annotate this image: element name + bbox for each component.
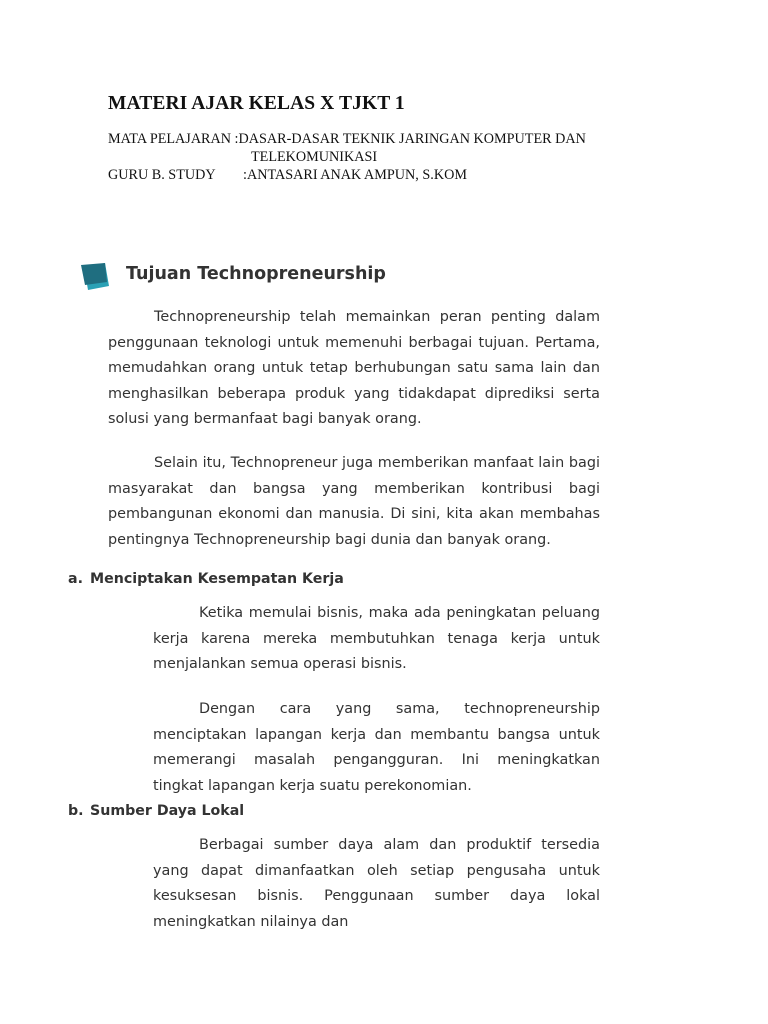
point-b-marker: b. [68,803,84,819]
point-b-heading [68,803,244,819]
teal-parallelogram-icon [80,263,112,291]
point-b-paragraph-1: Berbagai sumber daya alam dan produktif tersedia yang dapat dimanfaatkan oleh setiap pengusaha untuk kesuksesan bisnis. Penggunaan sumber daya lokal meningkatkan nilainya dan [153,837,600,930]
intro-paragraph-1: Technopreneurship telah memainkan peran penting dalam penggunaan teknologi untuk memenuhi berbagai tujuan. Pertama, memudahkan orang untuk tetap berhubungan satu sama lain dan menghasilkan beberapa produk yang tidakdapat diprediksi serta solusi yang bermanfaat bagi banyak orang. [108,309,600,427]
point-b-title: Sumber Daya Lokal [90,803,245,819]
teacher-line [108,167,467,183]
subject-label: MATA PELAJARAN : [108,131,239,147]
subject-value: DASAR-DASAR TEKNIK JARINGAN KOMPUTER DAN [238,131,586,147]
subject-value-continued: TELEKOMUNIKASI [251,149,378,165]
point-a-paragraph-1: Ketika memulai bisnis, maka ada peningkatan peluang kerja karena mereka membutuhkan tenaga kerja untuk menjalankan semua operasi bisnis. [153,605,600,672]
point-a-title: Menciptakan Kesempatan Kerja [90,571,344,587]
teacher-value: ANTASARI ANAK AMPUN, S.KOM [246,167,467,183]
page-title: MATERI AJAR KELAS X TJKT 1 [108,93,405,114]
teacher-label: GURU B. STUDY [108,167,216,183]
subject-line [108,131,586,147]
point-a-marker: a. [68,571,83,587]
section-heading: Tujuan Technopreneurship [126,264,386,284]
point-a-paragraph-2: Dengan cara yang sama, technopreneurship menciptakan lapangan kerja dan membantu bangsa untuk memerangi masalah pengangguran. Ini meningkatkan tingkat lapangan kerja suatu perekonomian. [153,701,600,794]
intro-paragraph-2: Selain itu, Technopreneur juga memberikan manfaat lain bagi masyarakat dan bangsa yang memberikan kontribusi bagi pembangunan ekonomi dan manusia. Di sini, kita akan membahas pentingnya Technopreneurship bagi dunia dan banyak orang. [108,455,600,548]
teacher-separator: : [243,167,247,183]
point-a-heading [68,571,344,587]
